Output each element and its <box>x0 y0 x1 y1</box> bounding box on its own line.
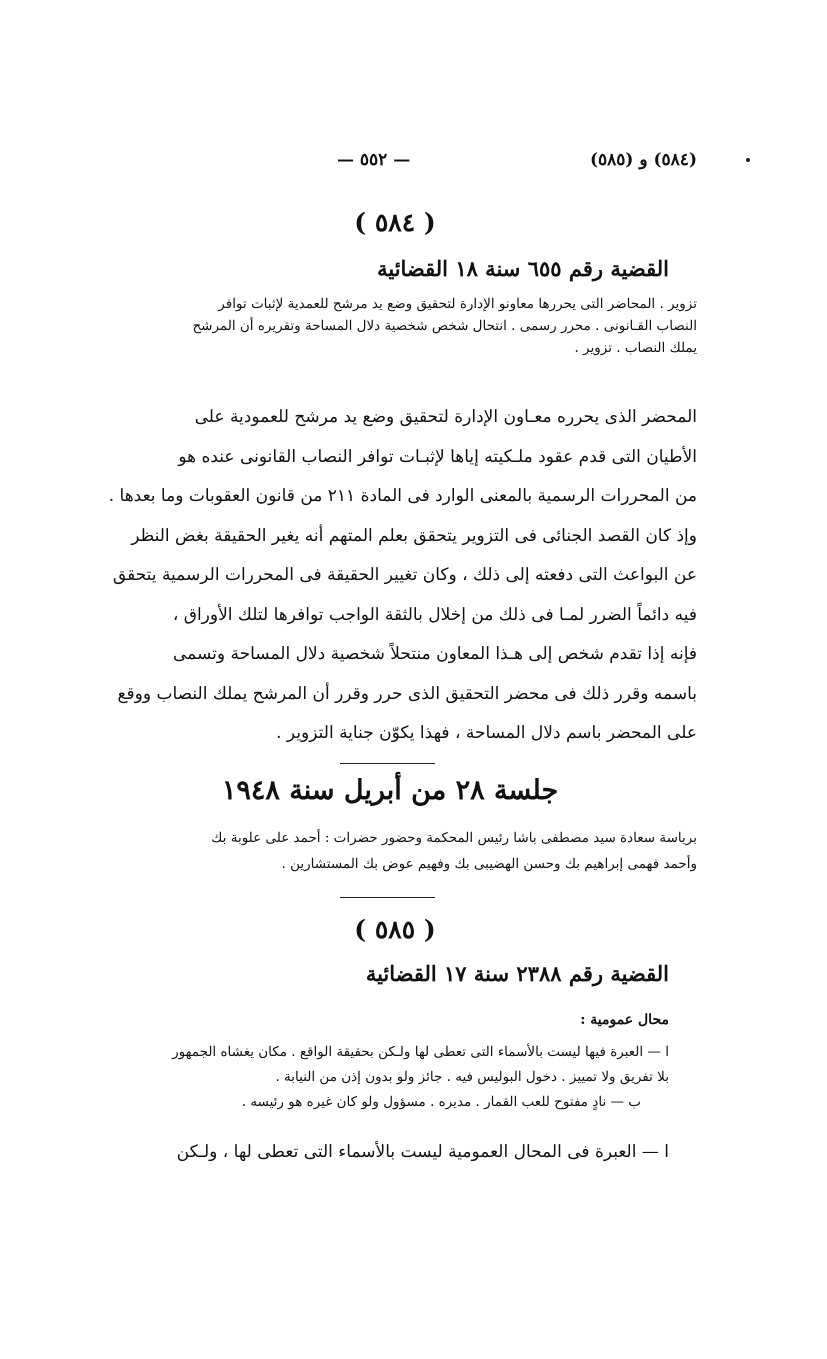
case-points-585 <box>88 1040 669 1115</box>
body-line: عن البواعث التى دفعته إلى ذلك ، وكان تغيير الحقيقة فى المحررات الرسمية يتحقق <box>112 565 697 585</box>
case-summary-584 <box>92 293 697 359</box>
summary-line: تزوير . المحاضر التى يحررها معاونو الإدارة لتحقيق وضع يد مرشح للعمدية لإثبات توافر <box>218 296 697 312</box>
presidency-line: وأحمد فهمى إبراهيم بك وحسن الهضيبى بك وفهيم عوض بك المستشارين . <box>281 856 697 872</box>
case-subheading-585: محال عمومية : <box>580 1012 669 1028</box>
body-line: فيه دائماً الضرر لمـا فى ذلك من إخلال بالثقة الواجب توافرها لتلك الأوراق ، <box>172 604 697 625</box>
case-title-585: القضية رقم ٢٣٨٨ سنة ١٧ القضائية <box>365 961 669 986</box>
body-line: وإذ كان القصد الجنائى فى التزوير يتحقق بعلم المتهم أنه يغير الحقيقة بغض النظر <box>131 525 697 546</box>
case-number-584: ( ٥٨٤ ) <box>354 208 436 237</box>
section-divider <box>340 897 435 898</box>
case-body-584 <box>92 398 697 754</box>
section-divider <box>340 763 435 764</box>
case-number-585: ( ٥٨٥ ) <box>354 915 436 944</box>
point-line: ا — العبرة فيها ليست بالأسماء التى تعطى لها ولـكن بحقيقة الواقع . مكان يغشاه الجمهور <box>172 1044 669 1060</box>
body-line: فإنه إذا تقدم شخص إلى هـذا المعاون منتحلاً شخصية دلال المساحة وتسمى <box>172 644 697 664</box>
presidency-line: برياسة سعادة سيد مصطفى باشا رئيس المحكمة وحضور حضرات : أحمد على علوبة بك <box>211 830 697 846</box>
point-line: بلا تفريق ولا تمييز . دخول البوليس فيه . جائز ولو بدون إذن من النيابة . <box>275 1069 669 1085</box>
running-title: (٥٨٤) و (٥٨٥) <box>589 150 697 170</box>
point-line: ب — نادٍ مفتوح للعب القمار . مديره . مسؤول ولو كان غيره هو رئيسه . <box>241 1094 641 1110</box>
summary-line: النصاب القـانونى . محرر رسمى . انتحال شخص شخصية دلال المساحة وتقريره أن المرشح <box>192 318 697 334</box>
body-line: على المحضر باسم دلال المساحة ، فهذا يكوّن جناية التزوير . <box>276 723 697 743</box>
case-body-585-start: ا — العبرة فى المحال العمومية ليست بالأسماء التى تعطى لها ، ولـكن <box>176 1142 669 1162</box>
margin-dot <box>746 158 750 162</box>
summary-line: يملك النصاب . تزوير . <box>574 340 697 356</box>
body-line: من المحررات الرسمية بالمعنى الوارد فى المادة ٢١١ من قانون العقوبات وما بعدها . <box>108 486 697 506</box>
session-presidency <box>92 825 697 877</box>
page-number: — ٥٥٢ — <box>337 150 411 170</box>
body-line: الأطيان التى قدم عقود ملـكيته إياها لإثبـات توافر النصاب القانونى عنده هو <box>178 446 697 467</box>
body-line: المحضر الذى يحرره معـاون الإدارة لتحقيق وضع يد مرشح للعمودية على <box>194 407 697 427</box>
case-title-584: القضية رقم ٦٥٥ سنة ١٨ القضائية <box>377 256 669 281</box>
session-title: جلسة ٢٨ من أبريل سنة ١٩٤٨ <box>221 775 559 806</box>
body-line: باسمه وقرر ذلك فى محضر التحقيق الذى حرر وقرر أن المرشح يملك النصاب ووقع <box>117 683 697 704</box>
